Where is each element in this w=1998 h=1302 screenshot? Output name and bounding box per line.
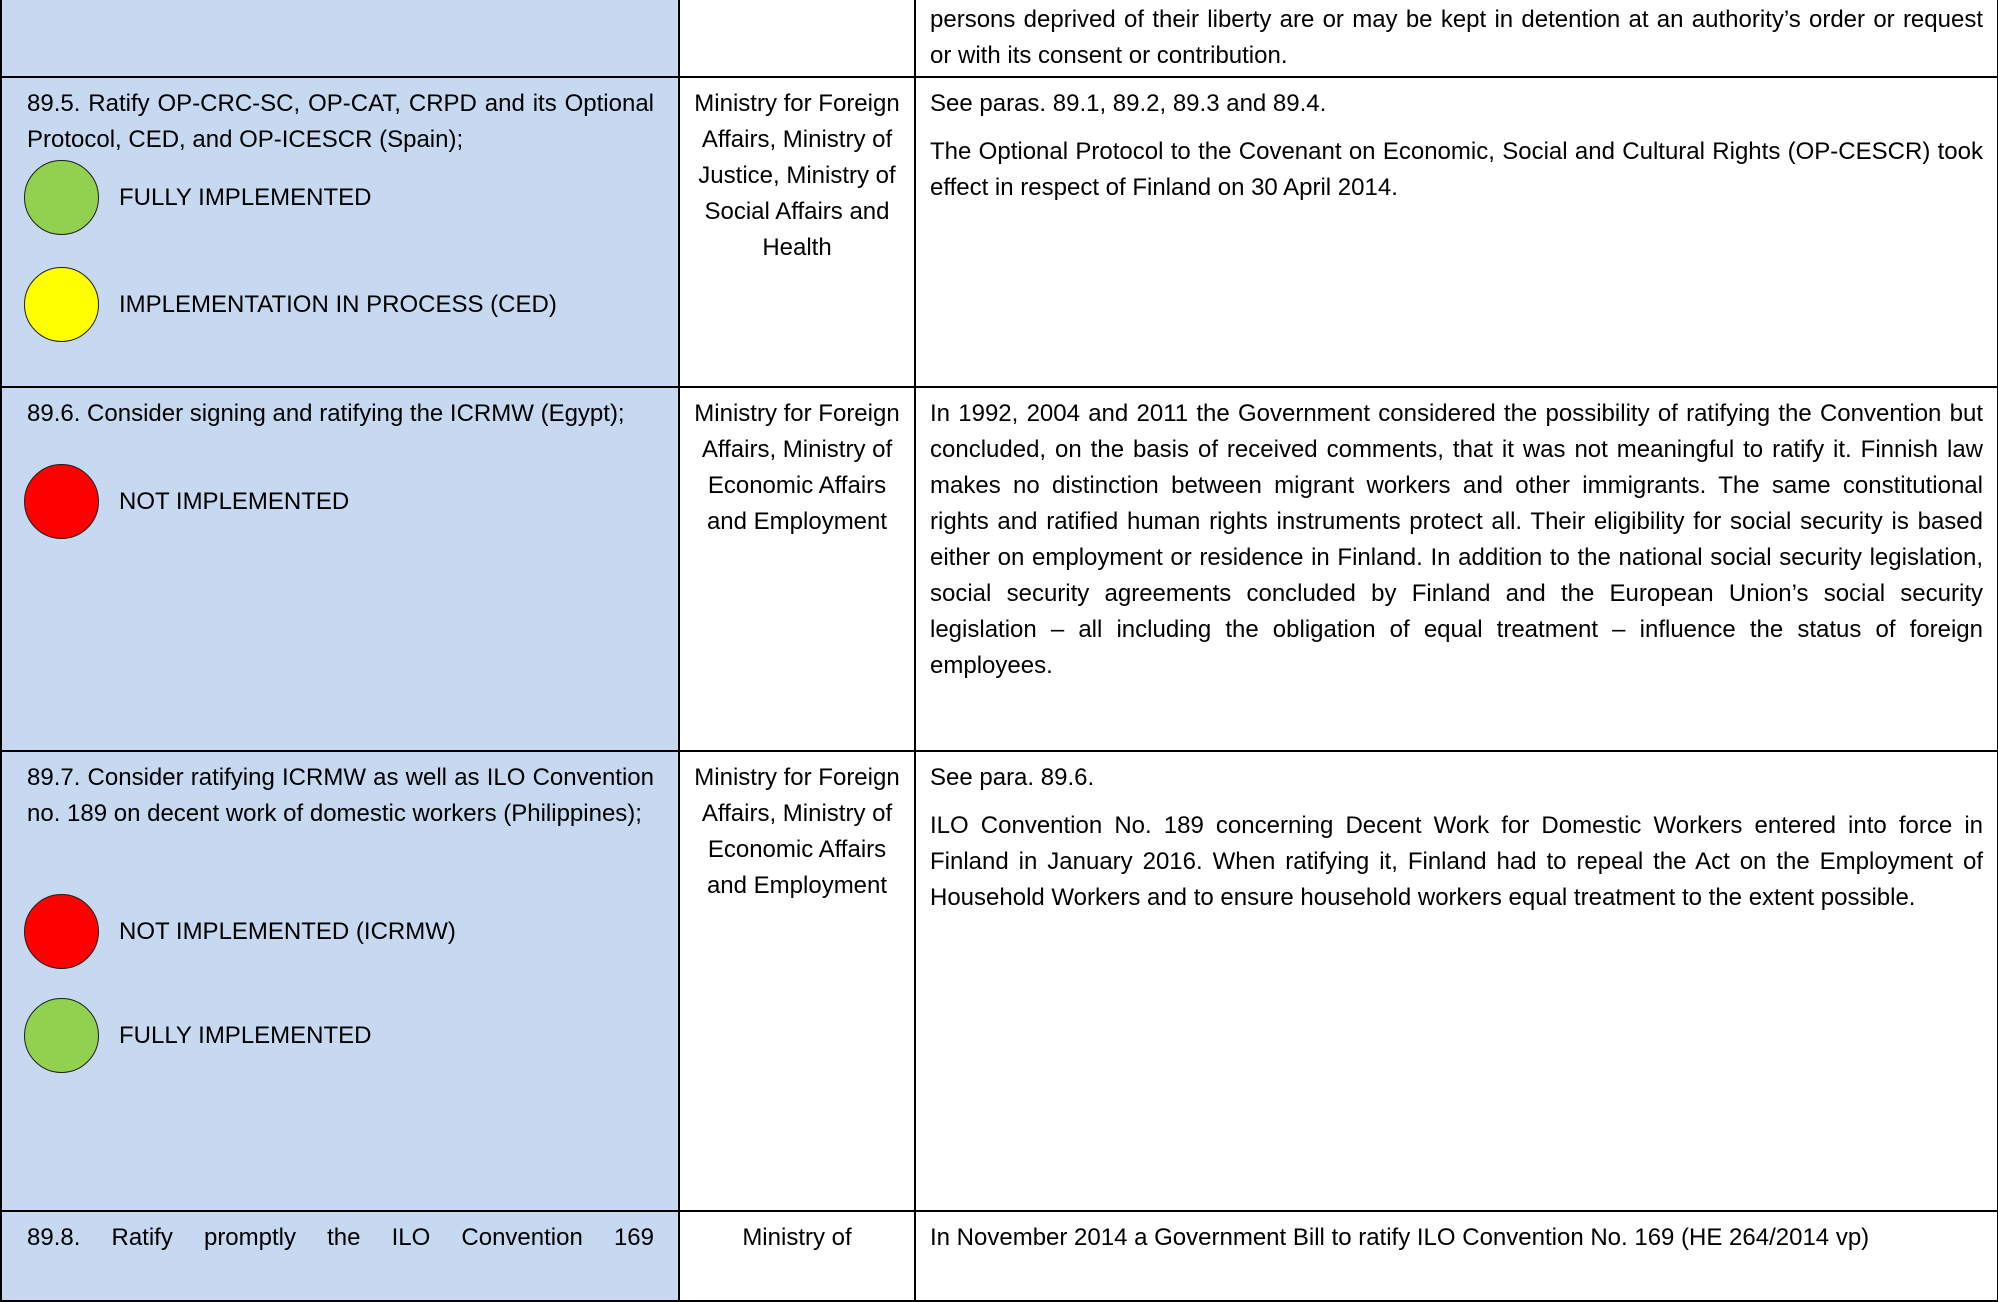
status-green-circle-icon <box>24 998 99 1073</box>
status-indicator <box>24 893 654 970</box>
ministry-text: Ministry for Foreign Affairs, Ministry of Economic Affairs and Employment <box>694 400 900 535</box>
table-row <box>1 77 1998 387</box>
table-row <box>1 1211 1998 1301</box>
response-cell <box>915 751 1998 1211</box>
recommendation-cell <box>1 751 679 1211</box>
ministry-text: Ministry of <box>742 1224 852 1251</box>
response-cell <box>915 1211 1998 1301</box>
response-cell <box>915 0 1998 77</box>
table-row <box>1 0 1998 77</box>
ministry-cell <box>679 0 915 77</box>
status-label: NOT IMPLEMENTED <box>119 487 350 515</box>
response-paragraph: See para. 89.6. <box>930 764 1095 791</box>
recommendation-text: 89.8. Ratify promptly the ILO Convention 169 <box>27 1224 654 1251</box>
response-cell <box>915 387 1998 751</box>
recommendation-cell <box>1 1211 679 1301</box>
response-paragraph: See paras. 89.1, 89.2, 89.3 and 89.4. <box>930 90 1327 117</box>
recommendation-cell <box>1 77 679 387</box>
recommendation-cell <box>1 387 679 751</box>
status-indicator <box>24 266 654 343</box>
ministry-cell <box>679 1211 915 1301</box>
response-paragraph: In November 2014 a Government Bill to ratify ILO Convention No. 169 (HE 264/2014 vp) <box>930 1224 1870 1251</box>
status-indicator <box>24 463 654 540</box>
status-red-circle-icon <box>24 464 99 539</box>
status-label: IMPLEMENTATION IN PROCESS (CED) <box>119 290 557 318</box>
recommendation-text: 89.6. Consider signing and ratifying the ICRMW (Egypt); <box>27 400 625 427</box>
status-yellow-circle-icon <box>24 267 99 342</box>
response-paragraph: The Optional Protocol to the Covenant on Economic, Social and Cultural Rights (OP-CESCR) took effect in respect of Finland on 30 April 2014. <box>930 138 1983 201</box>
status-red-circle-icon <box>24 894 99 969</box>
response-paragraph: In 1992, 2004 and 2011 the Government considered the possibility of ratifying the Convention but concluded, on the basis of received comments, that it was not meaningful to ratify it. Finnish law makes no distinction between migrant workers and other immigrants. The same constitutional rights and ratified human rights instruments protect all. Their eligibility for social security is based either on employment or residence in Finland. In addition to the national social security legislation, social security agreements concluded by Finland and the European Union’s social security legislation – all including the obligation of equal treatment – influence the status of foreign employees. <box>930 400 1983 679</box>
recommendation-text: 89.5. Ratify OP-CRC-SC, OP-CAT, CRPD and its Optional Protocol, CED, and OP-ICESCR (Spain); <box>27 90 654 153</box>
ministry-text: Ministry for Foreign Affairs, Ministry of Economic Affairs and Employment <box>694 764 900 899</box>
status-indicator <box>24 997 654 1074</box>
table-row <box>1 387 1998 751</box>
ministry-cell <box>679 77 915 387</box>
ministry-text: Ministry for Foreign Affairs, Ministry of Justice, Ministry of Social Affairs and Health <box>694 90 900 261</box>
status-indicator <box>24 159 654 236</box>
ministry-cell <box>679 387 915 751</box>
recommendation-text: 89.7. Consider ratifying ICRMW as well as ILO Convention no. 189 on decent work of domestic workers (Philippines); <box>27 764 654 827</box>
status-label: FULLY IMPLEMENTED <box>119 183 372 211</box>
status-green-circle-icon <box>24 160 99 235</box>
status-label: NOT IMPLEMENTED (ICRMW) <box>119 917 456 945</box>
table-row <box>1 751 1998 1211</box>
response-cell <box>915 77 1998 387</box>
ministry-cell <box>679 751 915 1211</box>
response-text: persons deprived of their liberty are or may be kept in detention at an authority’s order or request or with its consent or contribution. <box>930 6 1983 69</box>
recommendation-cell <box>1 0 679 77</box>
response-paragraph: ILO Convention No. 189 concerning Decent Work for Domestic Workers entered into force in Finland in January 2016. When ratifying it, Finland had to repeal the Act on the Employment of Household Workers and to ensure household workers equal treatment to the extent possible. <box>930 812 1983 911</box>
status-label: FULLY IMPLEMENTED <box>119 1021 372 1049</box>
